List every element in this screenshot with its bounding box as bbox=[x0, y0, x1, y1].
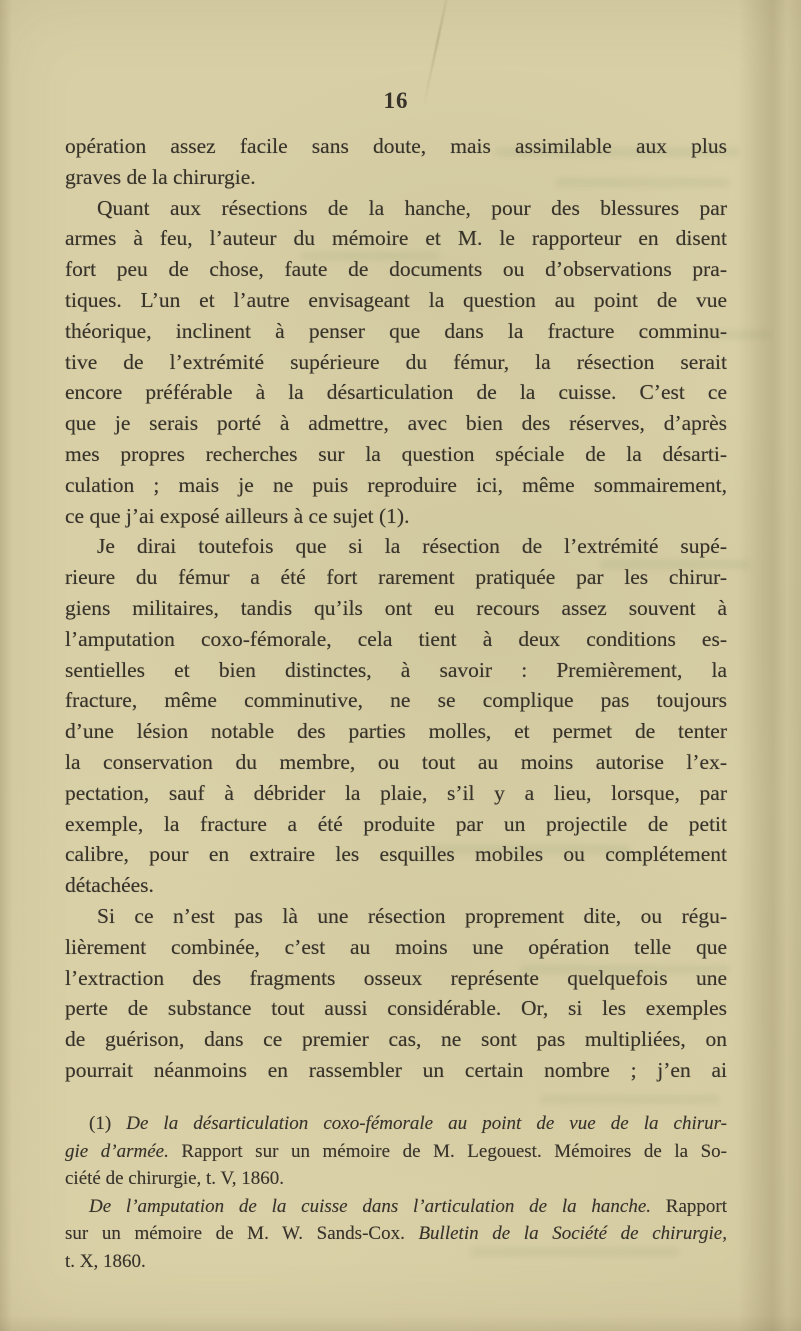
text-line: l’extraction des fragments osseux représente quelquefois une bbox=[65, 965, 727, 990]
text-line: Je dirai toutefois que si la résection de l’extrémité supé- bbox=[97, 534, 727, 559]
footnote-text: (1) bbox=[89, 1113, 127, 1134]
footnote-block bbox=[65, 1110, 727, 1276]
text-line: perte de substance tout aussi considérable. Or, si les exemples bbox=[65, 996, 727, 1021]
text-line: pectation, sauf à débrider la plaie, s’il y a lieu, lorsque, par bbox=[65, 780, 727, 805]
footnote-citation-title: De la désarticulation coxo-fémorale au point de vue de la chirur- bbox=[126, 1113, 728, 1134]
text-line: fracture, même comminutive, ne se complique pas toujours bbox=[65, 688, 727, 713]
body-text-block bbox=[65, 131, 727, 1086]
text-line: mes propres recherches sur la question spéciale de la désarti- bbox=[65, 441, 727, 466]
bottom-edge-shadow bbox=[0, 1315, 801, 1331]
text-line: que je serais porté à admettre, avec bien des réserves, d’après bbox=[65, 411, 727, 436]
text-line: encore préférable à la désarticulation de la cuisse. C’est ce bbox=[65, 380, 727, 405]
text-line: graves de la chirurgie. bbox=[65, 164, 256, 189]
text-line: calibre, pour en extraire les esquilles mobiles ou complétement bbox=[65, 842, 727, 867]
text-line: rieure du fémur a été fort rarement pratiquée par les chirur- bbox=[65, 565, 727, 590]
show-through-mark bbox=[540, 1095, 720, 1104]
text-line: tiques. L’un et l’autre envisageant la question au point de vue bbox=[65, 287, 727, 312]
footnote-line bbox=[65, 1220, 727, 1248]
text-line: théorique, inclinent à penser que dans la fracture comminu- bbox=[65, 318, 727, 343]
text-line: opération assez facile sans doute, mais assimilable aux plus bbox=[65, 134, 727, 158]
text-line: détachées. bbox=[65, 873, 154, 898]
text-line: fort peu de chose, faute de documents ou d’observations pra- bbox=[65, 257, 727, 282]
text-line: culation ; mais je ne puis reproduire ici, même sommairement, bbox=[65, 472, 727, 497]
footnote-line bbox=[65, 1138, 727, 1166]
footnote-text: Rapport sur un mémoire de M. Legouest. Mémoires de la So- bbox=[168, 1140, 728, 1162]
text-line: de guérison, dans ce premier cas, ne sont pas multipliées, on bbox=[65, 1027, 727, 1052]
left-edge-shadow bbox=[0, 0, 12, 1331]
footnote-line bbox=[65, 1165, 727, 1193]
text-line: l’amputation coxo-fémorale, cela tient à deux conditions es- bbox=[65, 626, 727, 651]
footnote-citation-title: gie d’armée. bbox=[65, 1140, 169, 1162]
text-line: armes à feu, l’auteur du mémoire et M. le rapporteur en disent bbox=[65, 226, 727, 251]
footnote-line bbox=[65, 1110, 727, 1138]
right-edge-shadow bbox=[738, 0, 801, 1331]
footnote-citation-title: Bulletin de la Société de chirurgie, bbox=[418, 1223, 727, 1245]
text-line: la conservation du membre, ou tout au moins autorise l’ex- bbox=[65, 749, 727, 774]
footnote-text: t. X, 1860. bbox=[65, 1250, 146, 1272]
footnote-text: Rapport bbox=[651, 1195, 728, 1217]
footnote-line bbox=[65, 1248, 727, 1276]
text-line: lièrement combinée, c’est au moins une opération telle que bbox=[65, 934, 727, 959]
footnote-citation-title: De l’amputation de la cuisse dans l’articulation de la hanche. bbox=[89, 1195, 652, 1217]
text-line: giens militaires, tandis qu’ils ont eu recours assez souvent à bbox=[65, 595, 727, 620]
text-line: tive de l’extrémité supérieure du fémur, la résection serait bbox=[65, 349, 727, 374]
page-number: 16 bbox=[383, 88, 409, 113]
text-line: pourrait néanmoins en rassembler un certain nombre ; j’en ai bbox=[65, 1057, 727, 1082]
text-line: sentielles et bien distinctes, à savoir : Premièrement, la bbox=[65, 657, 727, 682]
text-line: Si ce n’est pas là une résection proprement dite, ou régu- bbox=[97, 903, 727, 928]
footnote-text: ciété de chirurgie, t. V, 1860. bbox=[65, 1168, 284, 1190]
text-line: ce que j’ai exposé ailleurs à ce sujet (1). bbox=[65, 503, 410, 528]
text-line: d’une lésion notable des parties molles, et permet de tenter bbox=[65, 719, 727, 744]
footnote-text: sur un mémoire de M. W. Sands-Cox. bbox=[65, 1223, 419, 1245]
text-line: exemple, la fracture a été produite par un projectile de petit bbox=[65, 811, 727, 836]
footnote-line bbox=[65, 1193, 727, 1221]
text-line: Quant aux résections de la hanche, pour des blessures par bbox=[97, 195, 727, 220]
